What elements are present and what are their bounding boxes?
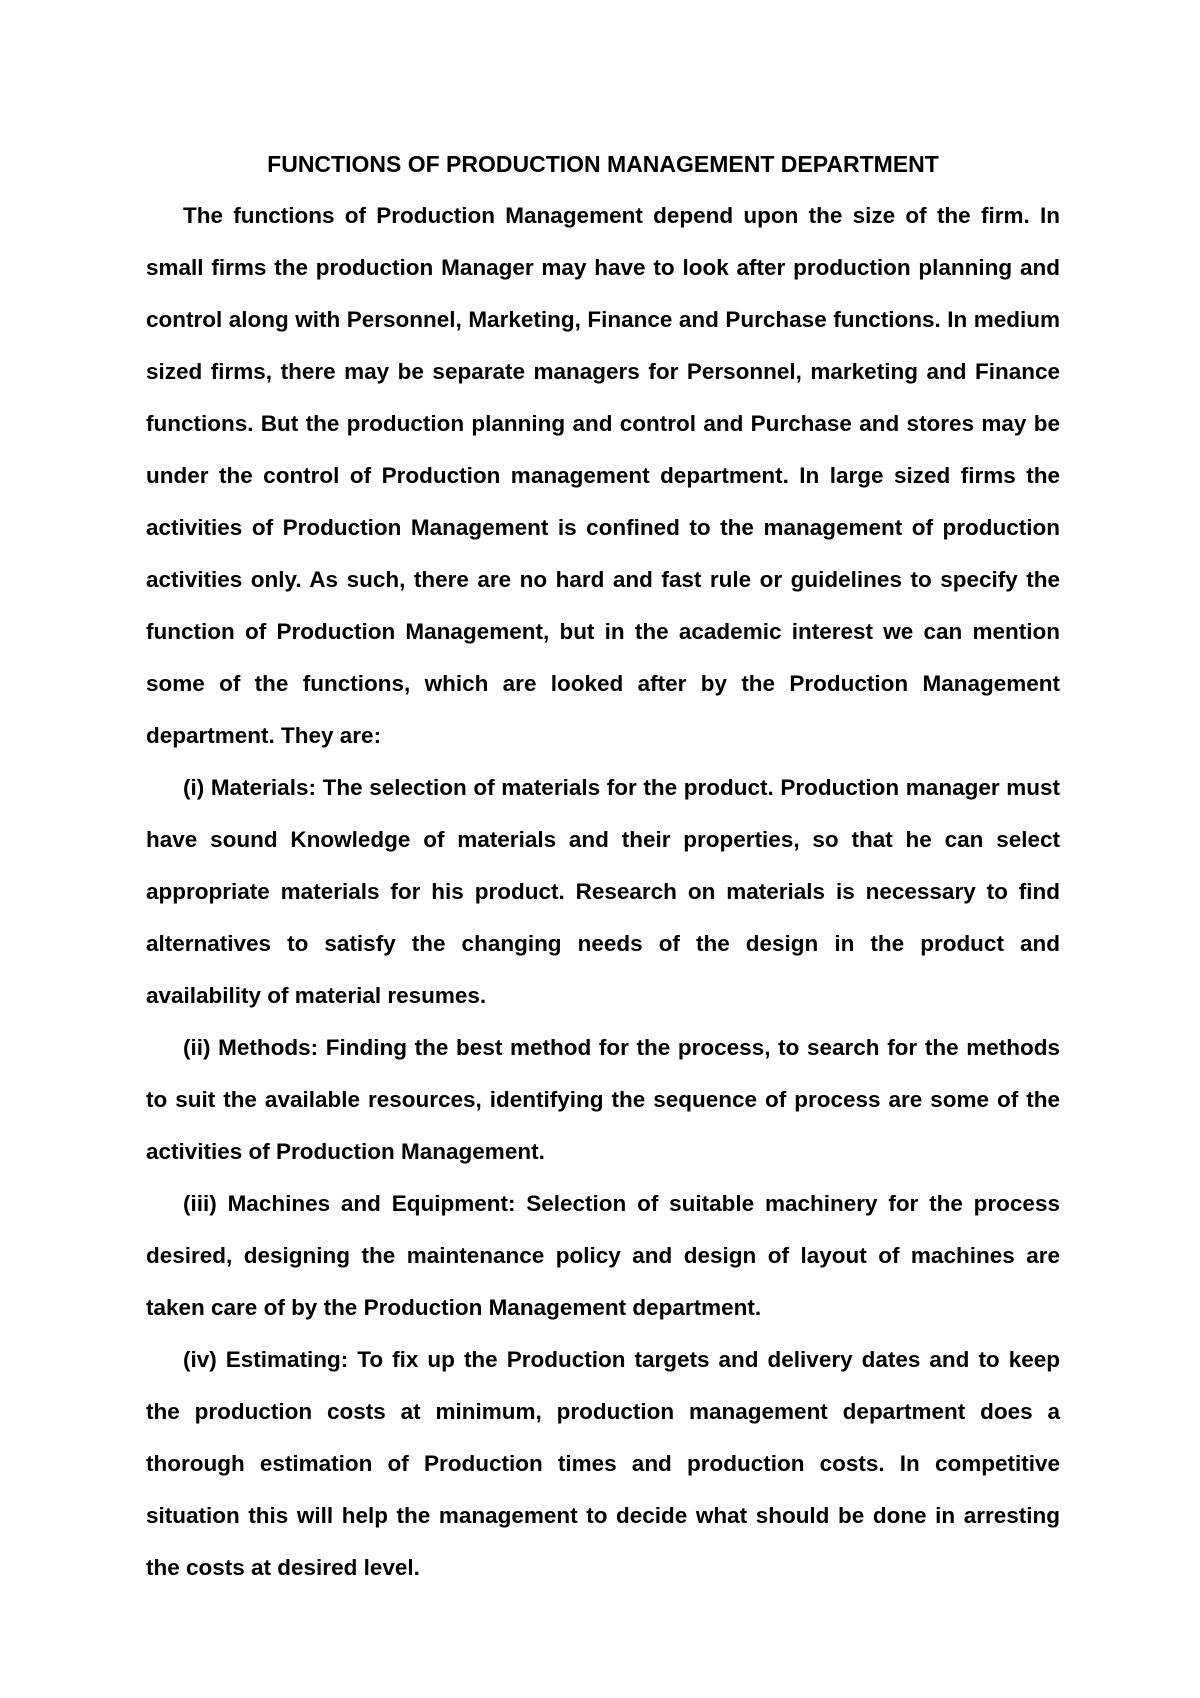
list-item <box>146 1022 1060 1178</box>
document-title: FUNCTIONS OF PRODUCTION MANAGEMENT DEPARTMENT <box>267 151 939 177</box>
list-item-marker: (iv) <box>183 1347 217 1372</box>
list-item <box>146 1178 1060 1334</box>
list-item <box>146 762 1060 1022</box>
list-item-text: Materials: The selection of materials for the product. Production manager must have sound Knowledge of materials and their properties, so that he can select appropriate materials for his product. Research on materials is necessary to find alternatives to satisfy the changing needs of the design in the product and availability of material resumes. <box>146 775 1060 1008</box>
list-item-marker: (iii) <box>183 1191 217 1216</box>
intro-paragraph: The functions of Production Management depend upon the size of the firm. In small firms the production Manager may have to look after production planning and control along with Personnel, Marketing, Finance and Purchase functions. In medium sized firms, there may be separate managers for Personnel, marketing and Finance functions. But the production planning and control and Purchase and stores may be under the control of Production management department. In large sized firms the activities of Production Management is confined to the management of production activities only. As such, there are no hard and fast rule or guidelines to specify the function of Production Management, but in the academic interest we can mention some of the functions, which are looked after by the Production Management department. They are: <box>146 203 1060 748</box>
list-item-text: Estimating: To fix up the Production targets and delivery dates and to keep the production costs at minimum, production management department does a thorough estimation of Production times and production costs. In competitive situation this will help the management to decide what should be done in arresting the costs at desired level. <box>146 1347 1060 1580</box>
list-item <box>146 1334 1060 1594</box>
list-item-text: Machines and Equipment: Selection of suitable machinery for the process desired, designing the maintenance policy and design of layout of machines are taken care of by the Production Management department. <box>146 1191 1060 1320</box>
list-item-text: Methods: Finding the best method for the process, to search for the methods to suit the available resources, identifying the sequence of process are some of the activities of Production Management. <box>146 1035 1060 1164</box>
list-item-marker: (ii) <box>183 1035 211 1060</box>
list-item-marker: (i) <box>183 775 205 800</box>
document-page <box>146 138 1060 1594</box>
